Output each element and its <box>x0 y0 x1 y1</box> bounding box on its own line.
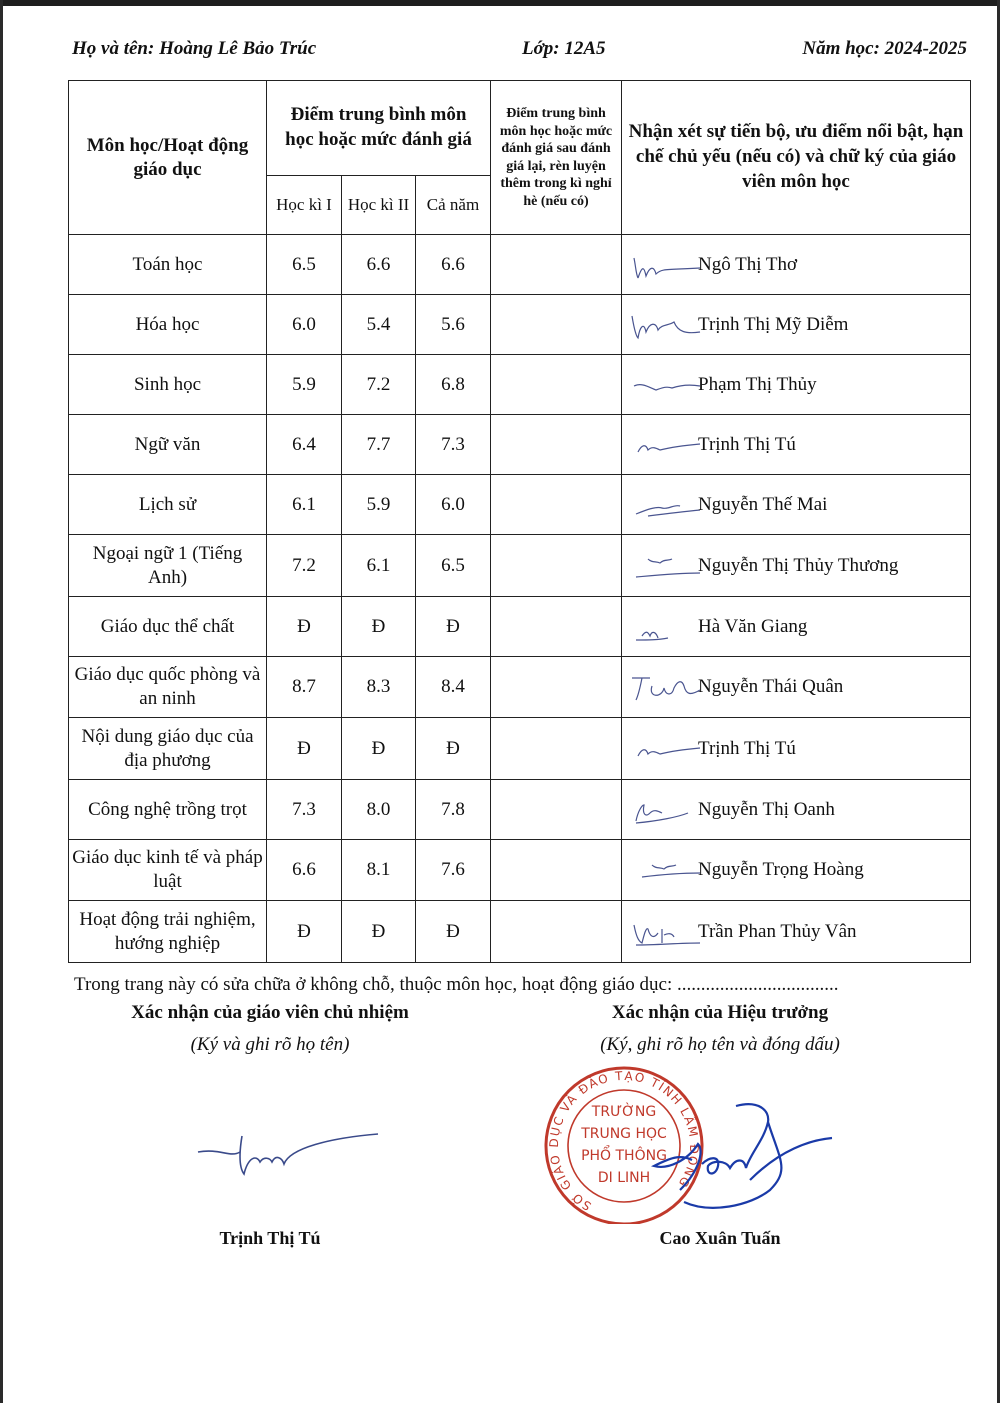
table-row <box>69 718 971 780</box>
subject-name: Nội dung giáo dục của địa phương <box>69 718 267 780</box>
teacher-signature <box>628 549 702 583</box>
semester-1-score: Đ <box>267 597 342 657</box>
table-row <box>69 475 971 535</box>
reevaluation-score <box>491 235 622 295</box>
header-semester-2: Học kì II <box>342 176 416 235</box>
semester-2-score: 7.7 <box>342 415 416 475</box>
full-year-score: 7.3 <box>416 415 491 475</box>
subject-name: Toán học <box>69 235 267 295</box>
subject-name: Giáo dục thể chất <box>69 597 267 657</box>
subject-name: Hóa học <box>69 295 267 355</box>
teacher-comment-cell <box>622 235 971 295</box>
teacher-name: Nguyễn Thị Thủy Thương <box>698 554 899 576</box>
table-row <box>69 415 971 475</box>
teacher-comment-cell <box>622 901 971 963</box>
teacher-name: Ngô Thị Thơ <box>698 253 798 275</box>
subject-name: Giáo dục quốc phòng và an ninh <box>69 657 267 718</box>
subject-name: Hoạt động trải nghiệm, hướng nghiệp <box>69 901 267 963</box>
table-row <box>69 235 971 295</box>
reevaluation-score <box>491 475 622 535</box>
full-year-score: 8.4 <box>416 657 491 718</box>
full-year-score: 7.8 <box>416 780 491 840</box>
table-row <box>69 597 971 657</box>
reevaluation-score <box>491 901 622 963</box>
teacher-signature <box>628 915 702 949</box>
full-year-score: 7.6 <box>416 840 491 901</box>
header-comment: Nhận xét sự tiến bộ, ưu điểm nổi bật, hạn chế chủ yếu (nếu có) và chữ ký của giáo viên môn học <box>622 81 971 235</box>
header-subject: Môn học/Hoạt động giáo dục <box>69 81 267 235</box>
semester-2-score: 5.9 <box>342 475 416 535</box>
teacher-comment-cell <box>622 295 971 355</box>
class-label: Lớp: 12A5 <box>522 38 606 59</box>
full-year-score: 6.5 <box>416 535 491 597</box>
semester-2-score: 8.1 <box>342 840 416 901</box>
teacher-signature <box>628 732 702 766</box>
teacher-signature <box>628 610 702 644</box>
semester-2-score: 8.0 <box>342 780 416 840</box>
table-row <box>69 780 971 840</box>
principal-confirm-title: Xác nhận của Hiệu trưởng <box>611 1002 829 1023</box>
table-row <box>69 901 971 963</box>
teacher-name: Nguyễn Thị Oanh <box>698 798 835 820</box>
semester-2-score: 6.6 <box>342 235 416 295</box>
full-year-score: 6.8 <box>416 355 491 415</box>
correction-note: Trong trang này có sửa chữa ở không chỗ, thuộc môn học, hoạt động giáo dục: .................................. <box>74 974 839 995</box>
window-top-bar <box>0 0 1000 6</box>
reevaluation-score <box>491 840 622 901</box>
subject-name: Giáo dục kinh tế và pháp luật <box>69 840 267 901</box>
semester-2-score: 5.4 <box>342 295 416 355</box>
table-row <box>69 355 971 415</box>
subject-name: Lịch sử <box>69 475 267 535</box>
stamp-line-2: TRUNG HỌC <box>581 1126 667 1142</box>
semester-1-score: 6.1 <box>267 475 342 535</box>
header-average: Điểm trung bình môn học hoặc mức đánh giá <box>267 81 491 176</box>
subject-name: Ngoại ngữ 1 (Tiếng Anh) <box>69 535 267 597</box>
reevaluation-score <box>491 780 622 840</box>
semester-1-score: Đ <box>267 901 342 963</box>
teacher-signature <box>628 248 702 282</box>
semester-2-score: Đ <box>342 597 416 657</box>
homeroom-confirm-subtitle: (Ký và ghi rõ họ tên) <box>190 1034 350 1055</box>
semester-1-score: 6.4 <box>267 415 342 475</box>
stamp-line-1: TRƯỜNG <box>591 1104 657 1120</box>
reevaluation-score <box>491 718 622 780</box>
full-year-score: Đ <box>416 597 491 657</box>
teacher-comment-cell <box>622 475 971 535</box>
homeroom-teacher-name: Trịnh Thị Tú <box>219 1228 321 1248</box>
teacher-name: Nguyễn Thế Mai <box>698 493 828 515</box>
subject-name: Ngữ văn <box>69 415 267 475</box>
teacher-comment-cell <box>622 840 971 901</box>
table-row <box>69 535 971 597</box>
teacher-comment-cell <box>622 355 971 415</box>
subject-name: Công nghệ trồng trọt <box>69 780 267 840</box>
principal-name: Cao Xuân Tuấn <box>659 1228 781 1248</box>
full-year-score: 6.6 <box>416 235 491 295</box>
window-left-border <box>0 0 3 1403</box>
teacher-name: Trần Phan Thủy Vân <box>698 920 857 942</box>
semester-1-score: Đ <box>267 718 342 780</box>
homeroom-confirm-title: Xác nhận của giáo viên chủ nhiệm <box>131 1002 409 1023</box>
reevaluation-score <box>491 535 622 597</box>
teacher-name: Trịnh Thị Tú <box>698 737 796 759</box>
table-row <box>69 657 971 718</box>
school-year: Năm học: 2024-2025 <box>802 38 967 59</box>
student-name: Họ và tên: Hoàng Lê Bảo Trúc <box>72 38 317 59</box>
subject-name: Sinh học <box>69 355 267 415</box>
teacher-comment-cell <box>622 780 971 840</box>
teacher-signature <box>628 488 702 522</box>
semester-1-score: 6.0 <box>267 295 342 355</box>
semester-2-score: 8.3 <box>342 657 416 718</box>
full-year-score: Đ <box>416 901 491 963</box>
semester-1-score: 8.7 <box>267 657 342 718</box>
semester-1-score: 5.9 <box>267 355 342 415</box>
reevaluation-score <box>491 415 622 475</box>
semester-1-score: 6.6 <box>267 840 342 901</box>
teacher-comment-cell <box>622 535 971 597</box>
header-reevaluation: Điểm trung bình môn học hoặc mức đánh giá sau đánh giá lại, rèn luyện thêm trong kì nghỉ hè (nếu có) <box>491 81 622 235</box>
semester-2-score: Đ <box>342 901 416 963</box>
principal-confirm-subtitle: (Ký, ghi rõ họ tên và đóng dấu) <box>600 1034 840 1055</box>
reevaluation-score <box>491 657 622 718</box>
header-semester-1: Học kì I <box>267 176 342 235</box>
teacher-comment-cell <box>622 657 971 718</box>
semester-2-score: 6.1 <box>342 535 416 597</box>
semester-1-score: 7.3 <box>267 780 342 840</box>
grades-table <box>68 80 971 963</box>
teacher-name: Trịnh Thị Mỹ Diễm <box>698 313 849 335</box>
semester-1-score: 7.2 <box>267 535 342 597</box>
teacher-signature <box>628 853 702 887</box>
teacher-name: Hà Văn Giang <box>698 615 808 637</box>
reevaluation-score <box>491 355 622 415</box>
teacher-comment-cell <box>622 597 971 657</box>
teacher-comment-cell <box>622 718 971 780</box>
principal-signature <box>640 1080 840 1220</box>
full-year-score: 5.6 <box>416 295 491 355</box>
teacher-signature <box>628 368 702 402</box>
table-row <box>69 295 971 355</box>
stamp-line-3: PHỔ THÔNG <box>581 1148 667 1164</box>
full-year-score: Đ <box>416 718 491 780</box>
semester-2-score: Đ <box>342 718 416 780</box>
teacher-name: Phạm Thị Thủy <box>698 373 817 395</box>
reevaluation-score <box>491 295 622 355</box>
stamp-ring-text: SỞ GIÁO DỤC VÀ ĐÀO TẠO TỈNH LÂM ĐỒNG <box>546 1068 702 1214</box>
header-full-year: Cả năm <box>416 176 491 235</box>
teacher-signature <box>628 308 702 342</box>
reevaluation-score <box>491 597 622 657</box>
teacher-signature <box>628 670 702 704</box>
teacher-name: Nguyễn Thái Quân <box>698 676 844 697</box>
homeroom-signature <box>190 1118 390 1188</box>
full-year-score: 6.0 <box>416 475 491 535</box>
semester-1-score: 6.5 <box>267 235 342 295</box>
teacher-name: Nguyễn Trọng Hoàng <box>698 859 864 880</box>
teacher-signature <box>628 793 702 827</box>
stamp-line-4: DI LINH <box>597 1170 651 1186</box>
teacher-comment-cell <box>622 415 971 475</box>
table-row <box>69 840 971 901</box>
teacher-signature <box>628 428 702 462</box>
teacher-name: Trịnh Thị Tú <box>698 433 796 455</box>
semester-2-score: 7.2 <box>342 355 416 415</box>
